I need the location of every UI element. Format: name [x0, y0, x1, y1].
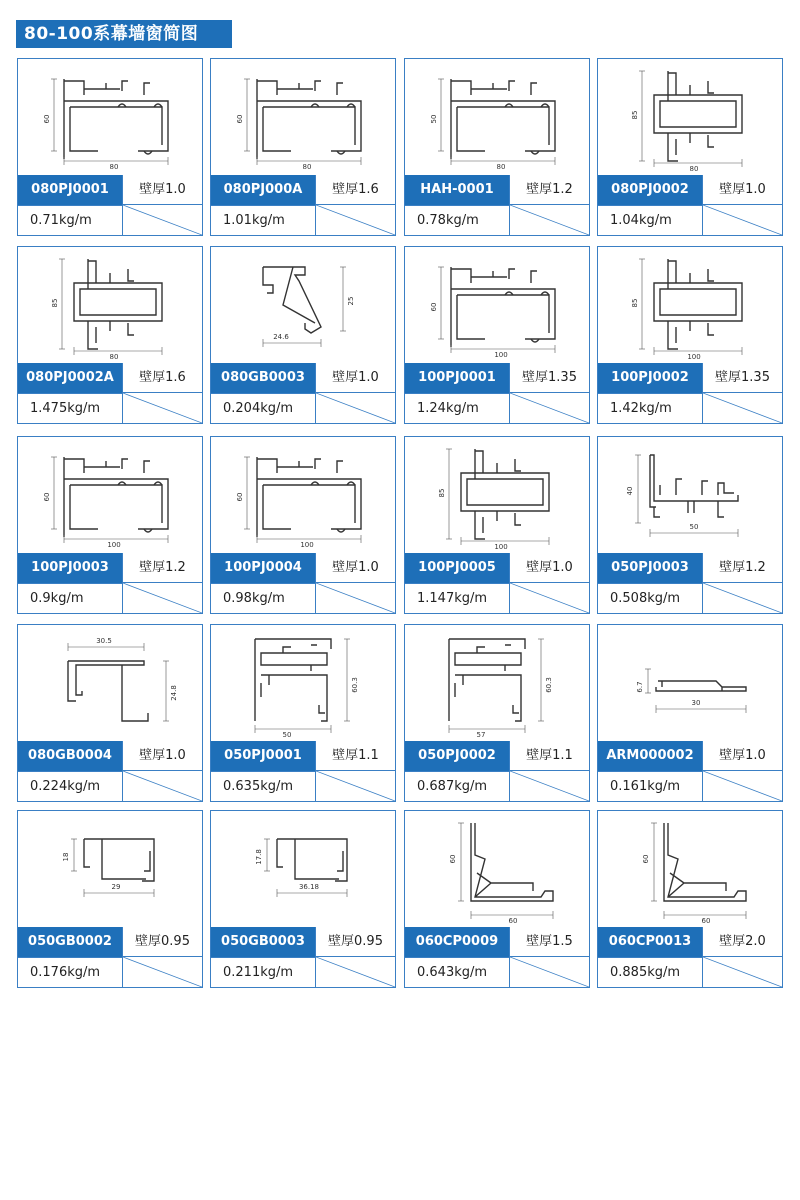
spec-table	[598, 553, 782, 613]
profile-code: 100PJ0003	[18, 553, 122, 583]
profile-card	[404, 436, 590, 614]
profile-drawing	[18, 59, 202, 175]
wall-thickness: 壁厚1.1	[509, 741, 589, 771]
spec-table	[405, 927, 589, 987]
profile-code: 060CP0013	[598, 927, 702, 957]
blank-cell	[122, 957, 202, 987]
spec-table	[405, 363, 589, 423]
dimension-height-label: 85	[438, 488, 446, 498]
dimension-height-label: 60	[430, 302, 438, 312]
blank-cell	[315, 583, 395, 613]
profile-code: 080PJ0002	[598, 175, 702, 205]
profile-code: ARM000002	[598, 741, 702, 771]
blank-cell	[509, 957, 589, 987]
profile-drawing	[405, 437, 589, 553]
dimension-height-label: 60.3	[545, 677, 553, 693]
profile-drawing	[405, 59, 589, 175]
dimension-height-label: 85	[631, 110, 639, 120]
profile-code: 050PJ0003	[598, 553, 702, 583]
dimension-width-label: 80	[302, 163, 312, 171]
unit-weight: 0.211kg/m	[211, 957, 315, 987]
profile-code: 060CP0009	[405, 927, 509, 957]
unit-weight: 1.01kg/m	[211, 205, 315, 235]
profile-code: 050PJ0001	[211, 741, 315, 771]
profile-card	[17, 58, 203, 236]
unit-weight: 1.24kg/m	[405, 393, 509, 423]
profile-code: 050GB0002	[18, 927, 122, 957]
profile-code: 100PJ0005	[405, 553, 509, 583]
wall-thickness: 壁厚1.0	[702, 175, 782, 205]
profile-drawing	[211, 811, 395, 927]
blank-cell	[702, 583, 782, 613]
profile-drawing	[598, 437, 782, 553]
dimension-width-label: 100	[494, 351, 508, 359]
unit-weight: 1.04kg/m	[598, 205, 702, 235]
dimension-height-label: 60	[642, 854, 650, 864]
profile-code: 080PJ0001	[18, 175, 122, 205]
wall-thickness: 壁厚1.0	[509, 553, 589, 583]
dimension-height-label: 60	[43, 492, 51, 502]
profile-card	[17, 624, 203, 802]
dimension-height-label: 60	[236, 114, 244, 124]
dimension-width-label: 80	[109, 163, 119, 171]
unit-weight: 0.204kg/m	[211, 393, 315, 423]
spec-table	[18, 175, 202, 235]
dimension-width-label: 80	[689, 165, 699, 173]
profile-card	[210, 810, 396, 988]
spec-table	[211, 741, 395, 801]
dimension-width-label: 100	[300, 541, 314, 549]
blank-cell	[702, 771, 782, 801]
profile-card	[597, 624, 783, 802]
blank-cell	[122, 583, 202, 613]
spec-table	[405, 741, 589, 801]
profile-code: HAH-0001	[405, 175, 509, 205]
profile-card	[210, 624, 396, 802]
wall-thickness: 壁厚1.0	[122, 741, 202, 771]
profile-code: 080GB0004	[18, 741, 122, 771]
dimension-height-label: 60.3	[351, 677, 359, 693]
profile-drawing	[18, 625, 202, 741]
wall-thickness: 壁厚1.0	[122, 175, 202, 205]
wall-thickness: 壁厚1.35	[702, 363, 782, 393]
dimension-height-label: 25	[347, 296, 355, 306]
profile-drawing	[405, 247, 589, 363]
wall-thickness: 壁厚0.95	[122, 927, 202, 957]
wall-thickness: 壁厚1.0	[702, 741, 782, 771]
profile-code: 100PJ0004	[211, 553, 315, 583]
unit-weight: 0.687kg/m	[405, 771, 509, 801]
unit-weight: 0.885kg/m	[598, 957, 702, 987]
spec-table	[405, 553, 589, 613]
profile-drawing	[598, 59, 782, 175]
spec-table	[598, 927, 782, 987]
dimension-width-label: 60	[508, 917, 518, 925]
blank-cell	[702, 205, 782, 235]
profile-drawing	[405, 625, 589, 741]
spec-table	[211, 553, 395, 613]
spec-table	[18, 553, 202, 613]
profile-card	[597, 810, 783, 988]
unit-weight: 0.224kg/m	[18, 771, 122, 801]
dimension-height-label: 6.7	[636, 681, 644, 693]
wall-thickness: 壁厚1.2	[509, 175, 589, 205]
spec-table	[598, 741, 782, 801]
profile-card	[597, 436, 783, 614]
unit-weight: 1.42kg/m	[598, 393, 702, 423]
profile-drawing	[598, 811, 782, 927]
blank-cell	[509, 771, 589, 801]
profile-drawing	[18, 247, 202, 363]
profile-card	[17, 246, 203, 424]
profile-code: 080PJ000A	[211, 175, 315, 205]
dimension-width-label: 30.5	[96, 637, 112, 645]
profile-card	[404, 624, 590, 802]
dimension-width-label: 60	[701, 917, 711, 925]
profile-code: 050PJ0002	[405, 741, 509, 771]
blank-cell	[315, 957, 395, 987]
wall-thickness: 壁厚1.6	[122, 363, 202, 393]
unit-weight: 0.635kg/m	[211, 771, 315, 801]
blank-cell	[509, 205, 589, 235]
profile-card	[404, 810, 590, 988]
dimension-height-label: 50	[430, 114, 438, 124]
profile-card	[210, 436, 396, 614]
spec-table	[18, 927, 202, 987]
spec-table	[211, 927, 395, 987]
blank-cell	[315, 771, 395, 801]
dimension-width-label: 50	[689, 523, 699, 531]
blank-cell	[702, 393, 782, 423]
profile-card	[404, 246, 590, 424]
profile-drawing	[18, 811, 202, 927]
dimension-width-label: 80	[496, 163, 506, 171]
dimension-height-label: 60	[43, 114, 51, 124]
dimension-width-label: 29	[111, 883, 121, 891]
unit-weight: 0.78kg/m	[405, 205, 509, 235]
dimension-height-label: 85	[631, 298, 639, 308]
dimension-height-label: 18	[62, 852, 70, 862]
wall-thickness: 壁厚1.1	[315, 741, 395, 771]
dimension-height-label: 85	[51, 298, 59, 308]
blank-cell	[315, 205, 395, 235]
dimension-width-label: 100	[687, 353, 701, 361]
profile-card	[597, 58, 783, 236]
profile-card	[17, 436, 203, 614]
dimension-height-label: 60	[236, 492, 244, 502]
wall-thickness: 壁厚1.2	[122, 553, 202, 583]
profile-card	[17, 810, 203, 988]
blank-cell	[509, 583, 589, 613]
blank-cell	[509, 393, 589, 423]
wall-thickness: 壁厚1.6	[315, 175, 395, 205]
unit-weight: 0.508kg/m	[598, 583, 702, 613]
dimension-width-label: 100	[107, 541, 121, 549]
profile-code: 100PJ0002	[598, 363, 702, 393]
wall-thickness: 壁厚1.0	[315, 553, 395, 583]
wall-thickness: 壁厚2.0	[702, 927, 782, 957]
profile-drawing	[211, 625, 395, 741]
profile-code: 100PJ0001	[405, 363, 509, 393]
dimension-width-label: 36.18	[298, 883, 320, 891]
wall-thickness: 壁厚1.35	[509, 363, 589, 393]
profile-code: 050GB0003	[211, 927, 315, 957]
dimension-height-label: 60	[449, 854, 457, 864]
unit-weight: 0.9kg/m	[18, 583, 122, 613]
wall-thickness: 壁厚1.0	[315, 363, 395, 393]
profile-drawing	[598, 625, 782, 741]
dimension-width-label: 100	[494, 543, 508, 551]
dimension-width-label: 57	[476, 731, 486, 739]
blank-cell	[122, 205, 202, 235]
dimension-width-label: 50	[282, 731, 292, 739]
dimension-height-label: 24.8	[170, 685, 178, 701]
profile-code: 080PJ0002A	[18, 363, 122, 393]
dimension-height-label: 17.8	[255, 849, 263, 865]
unit-weight: 0.176kg/m	[18, 957, 122, 987]
wall-thickness: 壁厚1.2	[702, 553, 782, 583]
unit-weight: 0.643kg/m	[405, 957, 509, 987]
blank-cell	[122, 771, 202, 801]
profile-drawing	[211, 437, 395, 553]
blank-cell	[702, 957, 782, 987]
dimension-height-label: 40	[626, 486, 634, 496]
unit-weight: 0.161kg/m	[598, 771, 702, 801]
page-title: 80-100系幕墙窗简图	[16, 20, 232, 48]
spec-table	[211, 363, 395, 423]
profile-code: 080GB0003	[211, 363, 315, 393]
profile-drawing	[211, 59, 395, 175]
blank-cell	[122, 393, 202, 423]
spec-table	[18, 363, 202, 423]
dimension-width-label: 30	[691, 699, 701, 707]
profile-card	[404, 58, 590, 236]
profile-card	[210, 58, 396, 236]
dimension-width-label: 24.6	[273, 333, 289, 341]
unit-weight: 0.98kg/m	[211, 583, 315, 613]
profile-card	[597, 246, 783, 424]
profile-drawing	[405, 811, 589, 927]
wall-thickness: 壁厚0.95	[315, 927, 395, 957]
unit-weight: 0.71kg/m	[18, 205, 122, 235]
profile-card	[210, 246, 396, 424]
spec-table	[598, 363, 782, 423]
spec-table	[405, 175, 589, 235]
profile-drawing	[18, 437, 202, 553]
spec-table	[18, 741, 202, 801]
profile-drawing	[598, 247, 782, 363]
wall-thickness: 壁厚1.5	[509, 927, 589, 957]
unit-weight: 1.147kg/m	[405, 583, 509, 613]
spec-table	[598, 175, 782, 235]
blank-cell	[315, 393, 395, 423]
profile-drawing	[211, 247, 395, 363]
unit-weight: 1.475kg/m	[18, 393, 122, 423]
dimension-width-label: 80	[109, 353, 119, 361]
spec-table	[211, 175, 395, 235]
